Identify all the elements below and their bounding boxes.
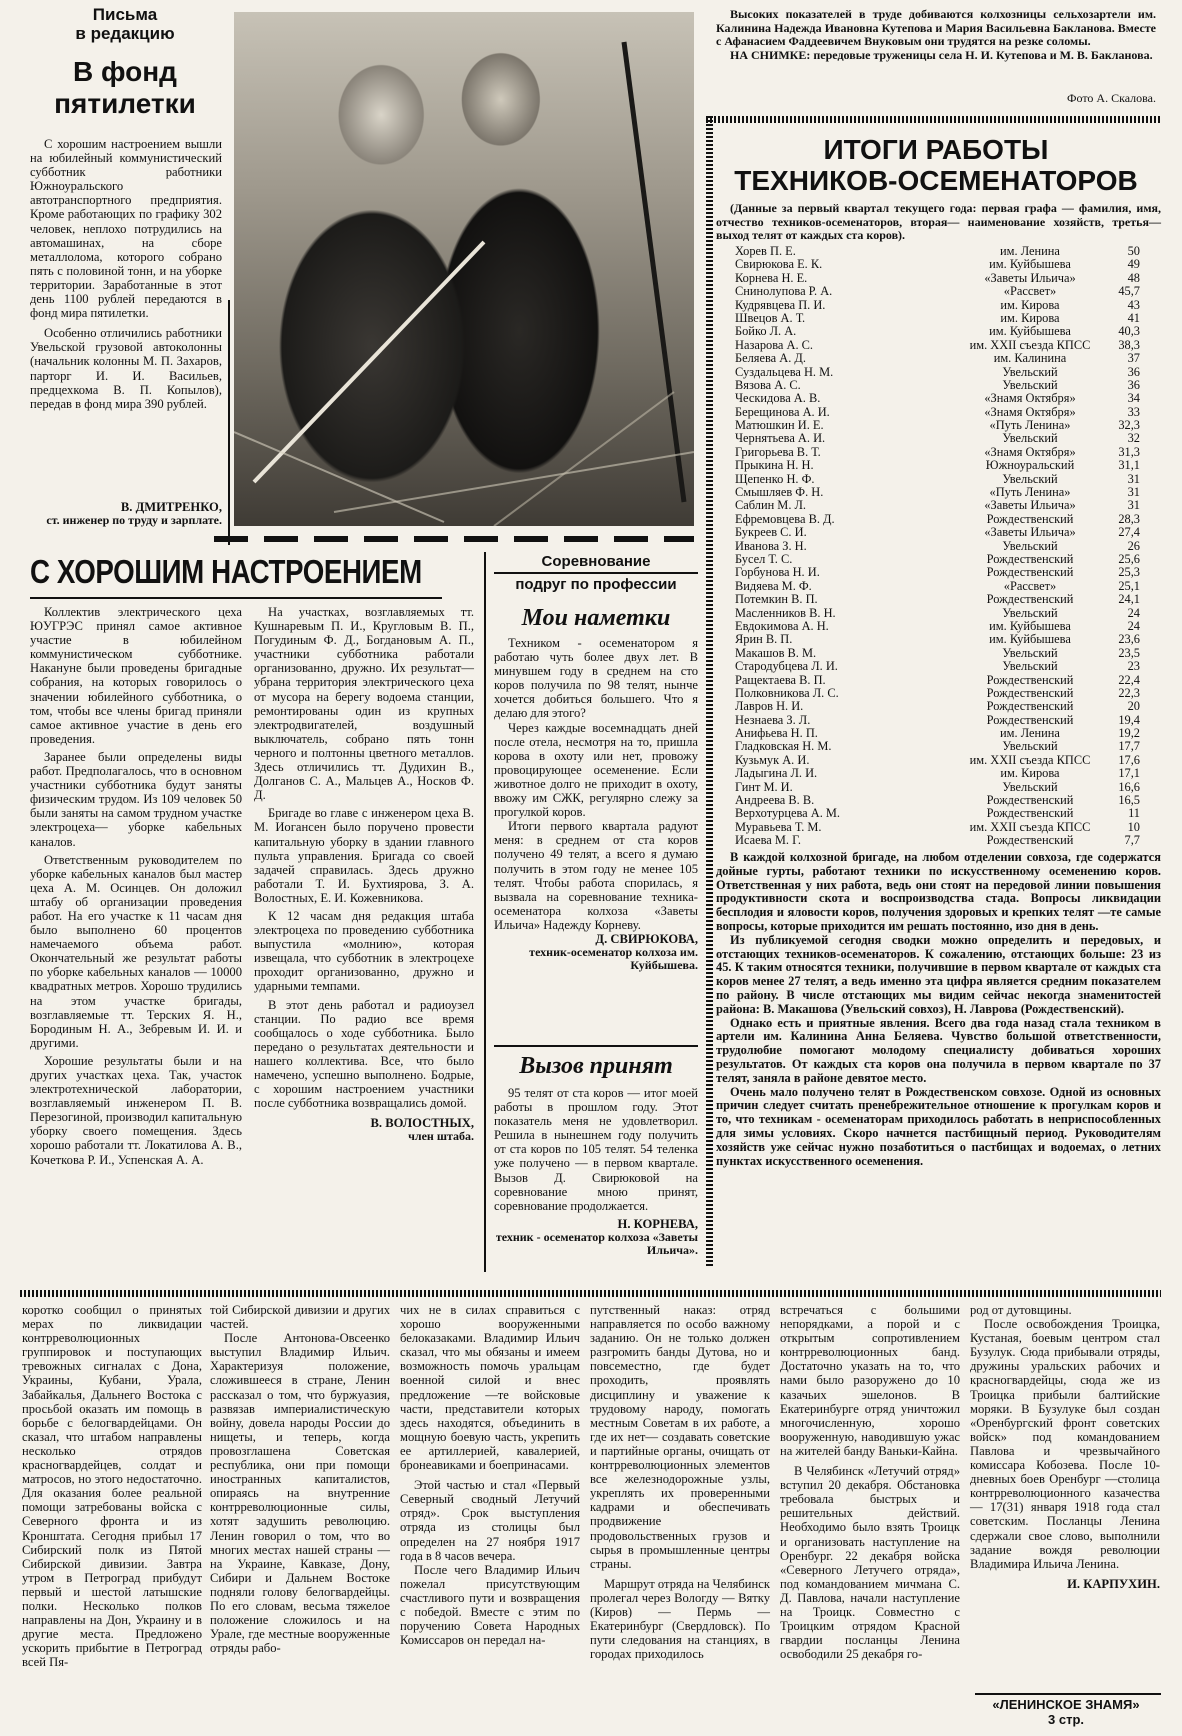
results-value-cell: 17,6 [1118,752,1140,767]
results-name-cell: Вязова А. С. [735,377,801,392]
results-value-cell: 11 [1128,806,1140,821]
letters-headline-line-1: В фонд [73,56,177,87]
results-name-cell: Лавров Н. И. [735,699,804,714]
results-paragraph: Однако есть и приятные явления. Всего два года назад стала техником в артели им. Калинина Анна Беляева. Чувство большой ответственности, трудолюбие помогают молодому специалисту добиваться хороших результатов. От каждых ста коров она получила в первом квартале по 37 телят, заняла в районе девятое место. [716,1015,1161,1085]
contest-title-1: Мои наметки [521,605,671,631]
results-table-row [735,473,1140,486]
letters-rubric-line-1: Письма [92,5,158,24]
contest-rubric [494,553,698,593]
history-paragraph: После чего Владимир Ильич пожелал присутствующим счастливого пути и возвращения с победой. Вместе с этим по поручению Совета Народных Комиссаров он передал на- [400,1562,580,1648]
results-farm-cell: Увельский [1002,645,1058,660]
results-name-cell: Масленников В. Н. [735,605,836,620]
results-value-cell: 20 [1127,699,1140,714]
results-name-cell: Кузьмук А. И. [735,752,810,767]
results-table-row [735,526,1140,539]
letters-headline-line-2: пятилетки [54,88,196,119]
contest-author-1-role: техник-осеменатор колхоза им. Куйбышева. [529,944,698,972]
results-table-row [735,580,1140,593]
photo-credit: Фото А. Скалова. [1067,91,1156,105]
results-value-cell: 31 [1127,471,1140,486]
results-name-cell: Чернятьева А. И. [735,431,826,446]
results-value-cell: 28,3 [1118,511,1140,526]
contest-title-1-box [494,604,698,632]
results-farm-cell: Увельский [1002,605,1058,620]
results-name-cell: Бусел Т. С. [735,551,793,566]
column-rule [228,300,230,545]
history-column-4 [590,1303,770,1661]
results-name-cell: Швецов А. Т. [735,310,806,325]
history-paragraph: В Челябинск «Летучий отряд» вступил 20 декабря. Обстановка требовала быстрых и решительных действий. Необходимо было взять Троицк и организовать наступление на Оренбург. 22 декабря войска «Северного Летучего отряда», под командованием мичмана С. Д. Павлова, начали наступление на Троицк. Совместно с Троицким отрядом Красной гвардии посланцы Ленина освободили 25 декабря го- [780,1464,960,1662]
results-name-cell: Гладковская Н. М. [735,739,832,754]
results-name-cell: Муравьева Т. М. [735,819,822,834]
results-name-cell: Берещинова А. И. [735,404,830,419]
results-name-cell: Кудрявцева П. И. [735,297,826,312]
results-name-cell: Андреева В. В. [735,793,815,808]
results-farm-cell: им. Кирова [1000,297,1060,312]
results-name-cell: Ращектаева В. П. [735,672,826,687]
footer-paper-name: «ЛЕНИНСКОЕ ЗНАМЯ» [992,1697,1140,1712]
results-value-cell: 23,5 [1118,645,1140,660]
results-paragraph: В каждой колхозной бригаде, на любом отделении совхоза, где содержатся дойные гурты, работают техники по искусственному осеменению коров. Ответственная у них работа, ведь они стоят на передовой линии повышения продуктивности скота и воспроизводства стада. Вопросы ликвидации бесплодия и яловости коров, получения здоровых и крепких телят —те самые вопросы, которые приходится им решать постоянно, изо дня в день. [716,850,1161,933]
results-farm-cell: Рождественский [986,672,1074,687]
history-author: И. КАРПУХИН. [1067,1576,1160,1591]
results-paragraph: Из публикуемой сегодня сводки можно определить и передовых, и отстающих техников-осеменаторов. К сожалению, отстающих больше: 23 из 45. К таким относятся техники, получившие в первом квартале от каждых ста коров менее 27 телят, а ведь именно эта цифра является средним показателем по району. В числе отстающих мы видим сейчас некогда знаменитостей района: В. Макашова (Увельский совхоз), Н. Лаврова (Рождественский). [716,932,1161,1016]
results-name-cell: Свирюкова Е. К. [735,257,823,272]
contest-rubric-rule [494,572,698,574]
results-value-cell: 23,6 [1118,632,1140,647]
results-table-row [735,620,1140,633]
results-table-row [735,299,1140,312]
results-farm-cell: Увельский [1002,471,1058,486]
results-table-row [735,754,1140,767]
results-farm-cell: Увельский [1002,779,1058,794]
results-name-cell: Щепенко Н. Ф. [735,471,815,486]
results-value-cell: 25,6 [1118,551,1140,566]
contest-author-1: Д. СВИРЮКОВА, [595,931,698,946]
results-value-cell: 36 [1127,364,1140,379]
results-farm-cell: Рождественский [986,551,1074,566]
results-value-cell: 40,3 [1118,324,1140,339]
results-headline-line-1: ИТОГИ РАБОТЫ [823,134,1049,165]
results-farm-cell: «Рассвет» [1003,284,1057,299]
letters-rubric-line-2: в редакцию [75,24,175,43]
results-value-cell: 49 [1127,257,1140,272]
history-paragraph: Маршрут отряда на Челябинск пролегал через Вологду — Вятку (Киров) — Пермь — Екатеринбург (Свердловск). По пути следования на станциях, в городах приходилось [590,1576,770,1662]
results-farm-cell: им. Калинина [993,351,1067,366]
mood-headline-rule [30,597,442,599]
results-table-row [735,540,1140,553]
results-value-cell: 16,6 [1118,779,1140,794]
photo-pitchfork-shapes [234,12,694,526]
letters-article [30,137,222,411]
results-table-row [735,700,1140,713]
results-farm-cell: им. Ленина [1000,726,1060,741]
results-farm-cell: Увельский [1002,538,1058,553]
results-farm-cell: им. XXII съезда КПСС [969,337,1091,352]
results-value-cell: 22,3 [1118,685,1140,700]
results-name-cell: Корнева Н. Е. [735,270,808,285]
contest-title-2: Вызов принят [519,1053,673,1079]
results-name-cell: Полковникова Л. С. [735,685,839,700]
results-table-row [735,553,1140,566]
results-name-cell: Григорьева В. Т. [735,444,821,459]
results-intro: (Данные за первый квартал текущего года: первая графа — фамилия, имя, отчество техников-осеменаторов, вторая— наименование хозяйств, третья— выход телят от каждых ста коров). [716,201,1161,243]
results-value-cell: 37 [1127,351,1140,366]
results-farm-cell: им. XXII съезда КПСС [969,752,1091,767]
results-name-cell: Верхотурцева А. М. [735,806,841,821]
results-table-row [735,513,1140,526]
results-name-cell: Ярин В. П. [735,632,793,647]
results-value-cell: 33 [1127,404,1140,419]
contest-paragraph: 95 телят от ста коров — итог моей работы в прошлом году. Этот показатель меня не удовлетворил. Решила в нынешнем году получить от ста коров по 105 телят. 54 теленка уже получено — в первом квартале. Вызов Д. Свирюковой на соревнование мною принят, соревнование продолжается. [494,1086,698,1213]
results-name-cell: Макашов В. М. [735,645,817,660]
footer-masthead [970,1697,1162,1727]
results-table-row [735,821,1140,834]
results-name-cell: Иванова З. Н. [735,538,807,553]
results-farm-cell: Рождественский [986,511,1074,526]
results-name-cell: Беляева А. Д. [735,351,806,366]
results-table-row [735,834,1140,847]
results-value-cell: 7,7 [1124,833,1140,848]
history-paragraph: коротко сообщил о принятых мерах по ликвидации контрреволюционных группировок и поступающих тревожных сигналах с Дона, Украины, Кубани, Урала, Забайкалья, Дальнего Востока с просьбой оказать им помощь в борьбе с белогвардейцами. Он сказал, что штабом направлены несколько отрядов красногвардейцев, солдат и матросов, но этого недостаточно. Для оказания более реальной помощи затребованы войска с Северного фронта и из Кронштата. Сегодня прибыл 17 Сибирский полк из Пятой Сибирской дивизии. Завтра утром в Петроград прибудут первый и шестой латышские полки. Несколько полков направлены на Дон, Украину и в другие места. Предложено ускорить прибытие в Петроград всей Пя- [22,1303,202,1670]
results-value-cell: 23 [1127,659,1140,674]
results-table-row [735,674,1140,687]
results-farm-cell: «Заветы Ильича» [984,270,1076,285]
mood-dashed-rule [214,536,694,542]
results-value-cell: 45,7 [1118,284,1140,299]
results-table-row [735,285,1140,298]
results-value-cell: 31,3 [1118,444,1140,459]
results-table-row [735,607,1140,620]
results-value-cell: 43 [1127,297,1140,312]
contest-divider [494,1045,698,1047]
results-farm-cell: «Знамя Октября» [984,391,1076,406]
results-value-cell: 34 [1127,391,1140,406]
results-table-row [735,272,1140,285]
results-farm-cell: Южноуральский [985,458,1075,473]
results-name-cell: Исаева М. Г. [735,833,801,848]
footer-page-number: 3 стр. [1048,1712,1084,1727]
history-paragraph: той Сибирской дивизии и других частей. [210,1303,390,1332]
results-name-cell: Суздальцева Н. М. [735,364,834,379]
results-table-row [735,366,1140,379]
letters-author-role: ст. инженер по труду и зарплате. [46,513,222,527]
results-commentary [716,851,1161,1168]
history-paragraph: чих не в силах справиться с хорошо вооруженными белоказаками. Владимир Ильич сказал, что мы обязаны и имеем возможность помочь уральцам военной силой и внес предложение —те войсковые части, представители которых здесь находятся, объединить в мощную боевую часть, укрепить ее артиллерией, кавалерией, бронеавиками и боепринасами. [400,1303,580,1473]
results-value-cell: 27,4 [1118,525,1140,540]
results-name-cell: Смышляев Ф. Н. [735,485,824,500]
letters-author: В. ДМИТРЕНКО, [120,500,222,514]
results-value-cell: 32 [1127,431,1140,446]
contest-author-2-role: техник - осеменатор колхоза «Заветы Ильича». [495,1229,698,1257]
results-farm-cell: Увельский [1002,377,1058,392]
history-paragraph: род от дутовщины. [970,1303,1072,1317]
results-value-cell: 17,7 [1118,739,1140,754]
mood-paragraph: Хорошие результаты были и на других участках цеха. Так, участок электротехнической лаборатории, возглавляемый инженером П. В. Перезогиной, производил капитальную уборку своего помещения. Здесь хорошо работали тт. Локатилова А. В., Кочеткова Р. И., Успенская А. А. [30,1053,242,1167]
results-farm-cell: им. Кирова [1000,766,1060,781]
results-table-row [735,767,1140,780]
mood-paragraph: К 12 часам дня редакция штаба электроцеха по проведению субботника выпустила «молнию», которая извещала, что субботник в электроцехе проходит организованно, дружно и ударными темпами. [254,908,474,994]
results-value-cell: 22,4 [1118,672,1140,687]
results-name-cell: Стародубцева Л. И. [735,659,838,674]
mood-headline-box [30,552,440,592]
results-farm-cell: Рождественский [986,806,1074,821]
results-farm-cell: Увельский [1002,431,1058,446]
results-value-cell: 31,1 [1118,458,1140,473]
results-farm-cell: Рождественский [986,565,1074,580]
results-value-cell: 26 [1127,538,1140,553]
results-value-cell: 31 [1127,485,1140,500]
results-name-cell: Горбунова Н. И. [735,565,820,580]
results-table-row [735,647,1140,660]
results-farm-cell: «Путь Ленина» [989,418,1071,433]
history-paragraph: путственный наказ: отряд направляется по особо важному заданию. Он не только должен разгромить банды Дутова, но и повсеместно, где будет проходить, проявлять дисциплину и уважение к трудовому народу, помогать местным Советам в их работе, а где их нет— создавать советские и партийные органы, очищать от контрреволюционных элементов все железнодорожные узлы, укреплять их проверенными кадрами и обеспечивать продвижение продовольственных грузов и сырья в промышленные центры страны. [590,1303,770,1571]
footer-rule [975,1693,1161,1695]
results-paragraph: Очень мало получено телят в Рождественском совхозе. Одной из основных причин следует считать пренебрежительное отношение к прогулкам коров и то, что техникам - осеменаторам приходилось работать в неприспособленных для зимы условиях. Скоро начнется пастбищный период. Руководителям хозяйств уже сейчас нужно позаботиться о пастбищах и водоемах, о летних пунктах искусственного осеменения. [716,1084,1161,1168]
results-table-row [735,245,1140,258]
results-value-cell: 16,5 [1118,793,1140,808]
letters-signature [30,500,222,527]
photo-caption [716,8,1156,62]
results-name-cell: Гинт М. И. [735,779,793,794]
results-farm-cell: им. Кирова [1000,310,1060,325]
results-farm-cell: им. Куйбышева [989,618,1071,633]
letters-rubric [40,5,210,43]
mood-paragraph: Заранее были определены виды работ. Предполагалось, что в основном участники субботника будут заняты физическим трудом. Из 109 человек 50 были заняты на самом трудном участке электроцеха— уборке кабельных каналов. [30,749,242,849]
results-table-row [735,258,1140,271]
letters-headline [40,56,210,120]
results-headline [716,134,1156,196]
contest-article-2 [494,1086,698,1257]
letters-paragraph: С хорошим настроением вышли на юбилейный коммунистический субботник работники Южноуральского автотранспортного предприятия. Кроме работающих по графику 302 человек, неплохо потрудились на автомашинах, на сборе металлолома, которого собрано пять с половиной тонн, и на уборке территории. Заработанные в этот день 1100 рублей передаются в фонд мира пятилетки. [30,137,222,321]
results-value-cell: 24,1 [1118,592,1140,607]
results-table-row [735,593,1140,606]
results-top-rule [706,116,1161,123]
results-name-cell: Ефремовцева В. Д. [735,511,835,526]
results-value-cell: 25,1 [1118,578,1140,593]
results-table-row [735,432,1140,445]
results-farm-cell: им. Куйбышева [989,632,1071,647]
results-name-cell: Букреев С. И. [735,525,807,540]
results-farm-cell: Увельский [1002,659,1058,674]
results-table-row [735,325,1140,338]
results-name-cell: Ладыгина Л. И. [735,766,818,781]
results-name-cell: Матюшкин И. Е. [735,418,824,433]
contest-title-2-box [494,1052,698,1080]
contest-rubric-line-1: Соревнование [541,553,651,570]
results-table-row [735,352,1140,365]
results-name-cell: Снинолупова Р. А. [735,284,833,299]
results-farm-cell: Рождественский [986,712,1074,727]
results-left-rule [706,116,713,1266]
results-value-cell: 36 [1127,377,1140,392]
results-table-row [735,392,1140,405]
mood-column-1 [30,605,242,1167]
results-table-row [735,406,1140,419]
contest-paragraph: Техником - осеменатором я работаю чуть более двух лет. В минувшем году в среднем на сто коров получила по 98 телят, нынче хочется добиться большего. Что я делаю для этого? [494,636,698,721]
mood-headline: С ХОРОШИМ НАСТРОЕНИЕМ [30,553,422,590]
results-value-cell: 17,1 [1118,766,1140,781]
results-value-cell: 50 [1127,244,1140,258]
results-table-row [735,727,1140,740]
history-column-6 [970,1303,1160,1591]
results-value-cell: 24 [1127,605,1140,620]
contest-rubric-line-2: подруг по профессии [515,576,677,593]
results-farm-cell: Увельский [1002,364,1058,379]
results-value-cell: 19,4 [1118,712,1140,727]
results-value-cell: 24 [1127,618,1140,633]
mood-author: В. ВОЛОСТНЫХ, [370,1116,474,1131]
results-farm-cell: им. Куйбышева [989,324,1071,339]
results-farm-cell: им. Ленина [1000,244,1060,258]
mood-column-2 [254,605,474,1143]
results-table-row [735,499,1140,512]
results-name-cell: Назарова А. С. [735,337,814,352]
results-name-cell: Ческидова А. В. [735,391,821,406]
results-table-row [735,339,1140,352]
history-column-1 [22,1303,202,1669]
results-value-cell: 25,3 [1118,565,1140,580]
contest-article-1 [494,636,698,972]
results-table-row [735,486,1140,499]
results-name-cell: Потемкин В. П. [735,592,818,607]
results-table-row [735,794,1140,807]
results-farm-cell: «Заветы Ильича» [984,525,1076,540]
results-value-cell: 41 [1127,310,1140,325]
results-table [735,245,1140,848]
results-table-row [735,446,1140,459]
photo-caption-text: Высоких показателей в труде добиваются колхозницы сельхозартели им. Калинина Надежда Ивановна Кутепова и Мария Васильевна Бакланова. Вместе с Афанасием Фаддеевичем Внуковым они трудятся на резке соломы. [716,7,1156,49]
results-name-cell: Хорев П. Е. [735,244,796,258]
results-name-cell: Евдокимова А. Н. [735,618,829,633]
history-paragraph: После Антонова-Овсеенко выступил Владимир Ильич. Характеризуя положение, сложившееся в стране, Ленин рассказал о том, что буржуазия, развязав империалистическую войну, довела народы России до нищеты, и теперь, когда провозглашена Советская республика, они при помощи иностранных капиталистов, опираясь на внутренние контрреволюционные силы, хотят задушить революцию. Ленин говорил о том, что во многих местах нашей страны — на Украине, Кавказе, Дону, Сибири и Дальнем Востоке подняли голову белогвардейцы. По его словам, весьма тяжелое положение сложилось и на Урале, где местные вооруженные отряды рабо- [210,1331,390,1656]
results-table-row [735,740,1140,753]
photo-farm-workers [234,12,694,526]
column-rule [484,552,486,1272]
history-column-5 [780,1303,960,1661]
results-farm-cell: им. XXII съезда КПСС [969,819,1091,834]
mood-paragraph: Коллектив электрического цеха ЮУГРЭС принял самое активное участие в юбилейном коммунистическом субботнике. Накануне были проведены бригадные собрания, на которых говорилось о значении юбилейного субботника, о том, чтобы все члены бригад приняли самое активное участие в день его проведения. [30,605,242,746]
results-farm-cell: Увельский [1002,739,1058,754]
results-name-cell: Бойко Л. А. [735,324,797,339]
results-table-row [735,687,1140,700]
results-farm-cell: Рождественский [986,592,1074,607]
results-name-cell: Прыкина Н. Н. [735,458,814,473]
history-column-2 [210,1303,390,1655]
results-farm-cell: «Знамя Октября» [984,404,1076,419]
mood-paragraph: В этот день работал и радиоузел станции. По радио все время сообщалось о ходе субботника. Было передано о результатах деятельности и нашего коллектива. Все, что было намечено, успешно выполнено. Бодрые, с хорошим настроением участники после субботника возвращались домой. [254,997,474,1111]
results-farm-cell: «Путь Ленина» [989,485,1071,500]
contest-paragraph: Итоги первого квартала радуют меня: в среднем от ста коров получено 49 телят, а всего я думаю получить в этом году не менее 105 телят. Чтобы работа спорилась, я вызвала на соревнование техника-осеменатора колхоза «Заветы Ильича» Надежду Корневу. [494,819,698,932]
results-value-cell: 10 [1127,819,1140,834]
results-farm-cell: Рождественский [986,833,1074,848]
results-headline-line-2: ТЕХНИКОВ-ОСЕМЕНАТОРОВ [734,165,1138,196]
contest-author-2: Н. КОРНЕВА, [617,1216,698,1231]
history-paragraph: После освобождения Троицка, Кустаная, боевым центром стал Бузулук. Сюда прибывали отряды, дружины уральских рабочих и красногвардейцы, сюда же из Троицка прибыли балтийские моряки. В Бузулуке был создан «Оренбургский фронт советских войск» под командованием Павлова и чрезвычайного комиссара Кобозева. После 10-дневных боев Оренбург —столица контрреволюционного казачества — 17(31) января 1918 года стал советским. Посланцы Ленина сдержали свое слово, выполнили задание вождя революции Владимира Ильича Ленина. [970,1317,1160,1571]
results-farm-cell: им. Куйбышева [989,257,1071,272]
mood-paragraph: Ответственным руководителем по уборке кабельных каналов был мастер цеха А. М. Осинцев. Он доложил штабу об организации проведения работ. На его участке к 11 часам дня было выполнено 60 процентов намечаемого объема работ. Окончательный же результат работы по уборке кабельных каналов — 10000 квадратных метров. Хорошо трудились на этом участке бригады, возглавляемые тт. Терских Я. Н., Бородиным Н. А., Зебревым И. И. и другими. [30,852,242,1050]
history-top-rule [20,1290,1161,1297]
photo-caption-onphoto: НА СНИМКЕ: передовые труженицы села Н. И. Кутепова и М. В. Бакланова. [730,47,1153,62]
mood-author-role: член штаба. [408,1129,474,1144]
letters-paragraph: Особенно отличились работники Увельской грузовой автоколонны (начальник колонны М. П. Захаров, парторг И. И. Васильев, предцехкома В. П. Копылов), передав в фонд мира 390 рублей. [30,326,222,411]
results-table-row [735,566,1140,579]
results-value-cell: 48 [1127,270,1140,285]
results-table-row [735,379,1140,392]
mood-paragraph: На участках, возглавляемых тт. Кушнаревым П. И., Кругловым В. П., Погудиным Ф. Д., Богдановым А. П., участники субботника работали организованно, дружно. Их результат— убрана территория электрического цеха от мусора на берегу водоема станции, ремонтированы один из крупных электродвигателей, воздушный выключатель, собрано пять тонн черного и полтонны цветного металлов. Здесь отличились тт. Дудихин В., Долганов С. А., Мальцев А., Носков Ф. Д. [254,605,474,803]
history-column-3 [400,1303,580,1647]
results-farm-cell: «Заветы Ильича» [984,498,1076,513]
contest-paragraph: Через каждые восемнадцать дней после отела, несмотря на то, пришла корова в охоту или нет, провожу провоцирующее осеменение. Если животное долго не приходит в охоту, ввожу им СЖК, регулярно слежу за прогулкой коров. [494,720,698,820]
results-table-row [735,660,1140,673]
results-table-row [735,312,1140,325]
results-value-cell: 32,3 [1118,418,1140,433]
results-table-row [735,781,1140,794]
history-paragraph: Этой частью и стал «Первый Северный сводный Летучий отряд». Срок выступления отряда из столицы был определен на 27 ноября 1917 года в 8 часов вечера. [400,1478,580,1563]
results-value-cell: 19,2 [1118,726,1140,741]
results-farm-cell: «Знамя Октября» [984,444,1076,459]
results-table-row [735,807,1140,820]
results-farm-cell: Рождественский [986,685,1074,700]
results-name-cell: Незнаева З. Л. [735,712,811,727]
history-paragraph: встречаться с большими непорядками, а порой и с открытым сопротивлением контрреволюционных банд. Достаточно указать на то, что нами было разоружено до 10 казачьих эшелонов. В Екатеринбурге отряд уничтожил многочисленную, хорошо вооруженную, наводившую ужас на жителей банду Ваньки-Кайна. [780,1303,960,1458]
results-name-cell: Саблин М. Л. [735,498,807,513]
results-farm-cell: «Рассвет» [1003,578,1057,593]
results-name-cell: Анифьева Н. П. [735,726,818,741]
results-table-row [735,419,1140,432]
results-table-row [735,459,1140,472]
results-farm-cell: Рождественский [986,793,1074,808]
results-name-cell: Видяева М. Ф. [735,578,812,593]
results-value-cell: 38,3 [1118,337,1140,352]
mood-paragraph: Бригаде во главе с инженером цеха В. М. Иогансен было поручено провести капитальную уборку в здании главного пульта управления. Бригада со своей задачей справилась. Здесь дружно работали Т. И. Бухтиярова, З. А. Волостных, Е. И. Кожевникова. [254,806,474,905]
results-table-row [735,633,1140,646]
results-value-cell: 31 [1127,498,1140,513]
results-farm-cell: Рождественский [986,699,1074,714]
results-table-row [735,714,1140,727]
